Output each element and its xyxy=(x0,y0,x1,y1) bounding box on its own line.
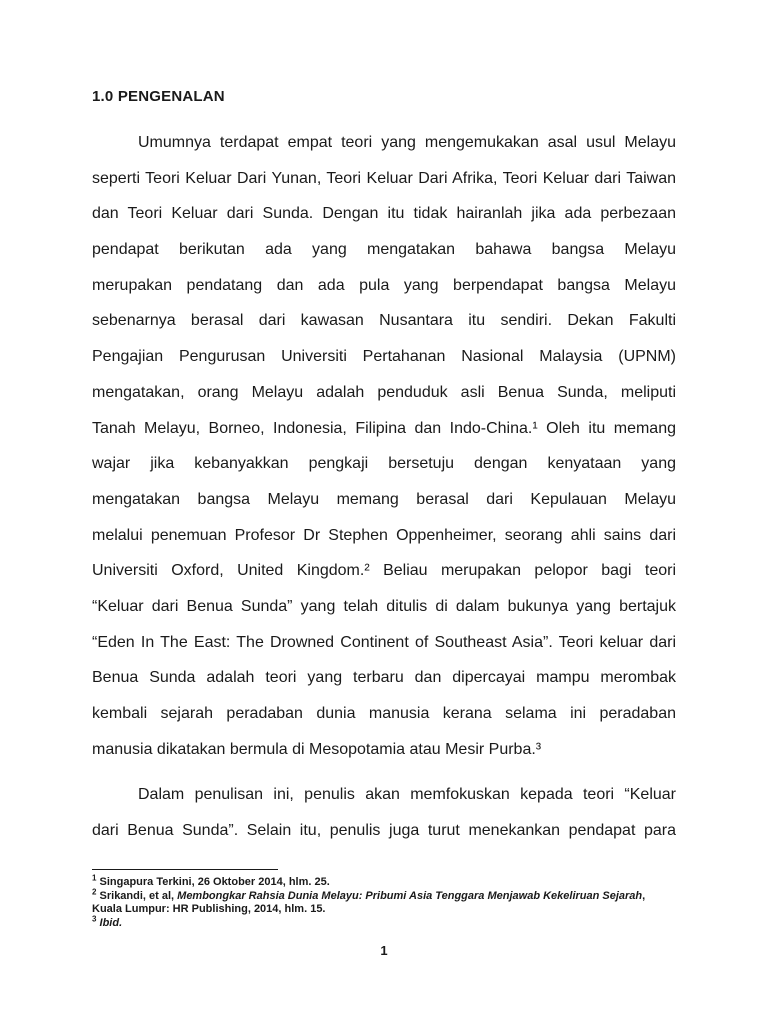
text-line: kembali sejarah peradaban dunia manusia kerana selama ini peradaban xyxy=(92,705,676,722)
footnote-text: , xyxy=(642,889,646,902)
footnote-3 xyxy=(92,913,692,931)
footnote-number: 3 xyxy=(92,913,97,923)
text-line: Umumnya terdapat empat teori yang mengemukakan asal usul Melayu xyxy=(138,134,676,151)
text-line: Pengajian Pengurusan Universiti Pertahanan Nasional Malaysia (UPNM) xyxy=(92,348,676,366)
text-line: manusia dikatakan bermula di Mesopotamia atau Mesir Purba.³ xyxy=(92,740,542,758)
footnotes xyxy=(92,873,692,930)
text-line: pendapat berikutan ada yang mengatakan bahawa bangsa Melayu xyxy=(92,241,676,259)
text-line: Universiti Oxford, United Kingdom.² Beliau merupakan pelopor bagi teori xyxy=(92,562,676,580)
text-line: sebenarnya berasal dari kawasan Nusantara itu sendiri. Dekan Fakulti xyxy=(92,312,676,330)
footnote-number: 2 xyxy=(92,886,97,896)
text-line: “Eden In The East: The Drowned Continent of Southeast Asia”. Teori keluar dari xyxy=(92,633,676,651)
footnote-2 xyxy=(92,886,692,904)
text-line: Dalam penulisan ini, penulis akan memfokuskan kepada teori “Keluar xyxy=(138,786,676,804)
text-line: Benua Sunda adalah teori yang terbaru dan dipercayai mampu merombak xyxy=(92,669,676,687)
text-line: Tanah Melayu, Borneo, Indonesia, Filipina dan Indo-China.¹ Oleh itu memang xyxy=(92,419,676,437)
text-line: dan Teori Keluar dari Sunda. Dengan itu tidak hairanlah jika ada perbezaan xyxy=(92,205,676,223)
text-line: dari Benua Sunda”. Selain itu, penulis juga turut menekankan pendapat para xyxy=(92,822,676,840)
text-line: “Keluar dari Benua Sunda” yang telah ditulis di dalam bukunya yang bertajuk xyxy=(92,597,676,615)
section-heading: 1.0 PENGENALAN xyxy=(92,88,225,105)
text-line: merupakan pendatang dan ada pula yang berpendapat bangsa Melayu xyxy=(92,276,676,294)
footnote-text: Ibid. xyxy=(99,916,123,929)
paragraph-2 xyxy=(92,782,676,853)
text-line: wajar jika kebanyakkan pengkaji bersetuju dengan kenyataan yang xyxy=(92,455,676,473)
footnote-text: Singapura Terkini, 26 Oktober 2014, hlm. 25. xyxy=(99,876,330,888)
paragraph-1 xyxy=(92,130,676,772)
footnote-1 xyxy=(92,873,692,890)
footnote-number: 1 xyxy=(92,873,97,883)
text-line: seperti Teori Keluar Dari Yunan, Teori Keluar Dari Afrika, Teori Keluar dari Taiwan xyxy=(92,169,676,187)
footnote-book-title: Membongkar Rahsia Dunia Melayu: Pribumi Asia Tenggara Menjawab Kekeliruan Sejarah xyxy=(177,889,643,902)
text-line: mengatakan bangsa Melayu memang berasal dari Kepulauan Melayu xyxy=(92,490,676,508)
text-line: mengatakan, orang Melayu adalah penduduk asli Benua Sunda, meliputi xyxy=(92,383,676,401)
body-text xyxy=(92,130,676,854)
footnote-text: Srikandi, et al, xyxy=(99,889,178,902)
footnote-divider xyxy=(92,869,278,870)
footnote-2-continuation: Kuala Lumpur: HR Publishing, 2014, hlm. 15. xyxy=(92,903,326,915)
text-line: melalui penemuan Profesor Dr Stephen Oppenheimer, seorang ahli sains dari xyxy=(92,526,676,544)
page-number: 1 xyxy=(380,943,388,958)
paragraph-gap xyxy=(92,772,676,782)
